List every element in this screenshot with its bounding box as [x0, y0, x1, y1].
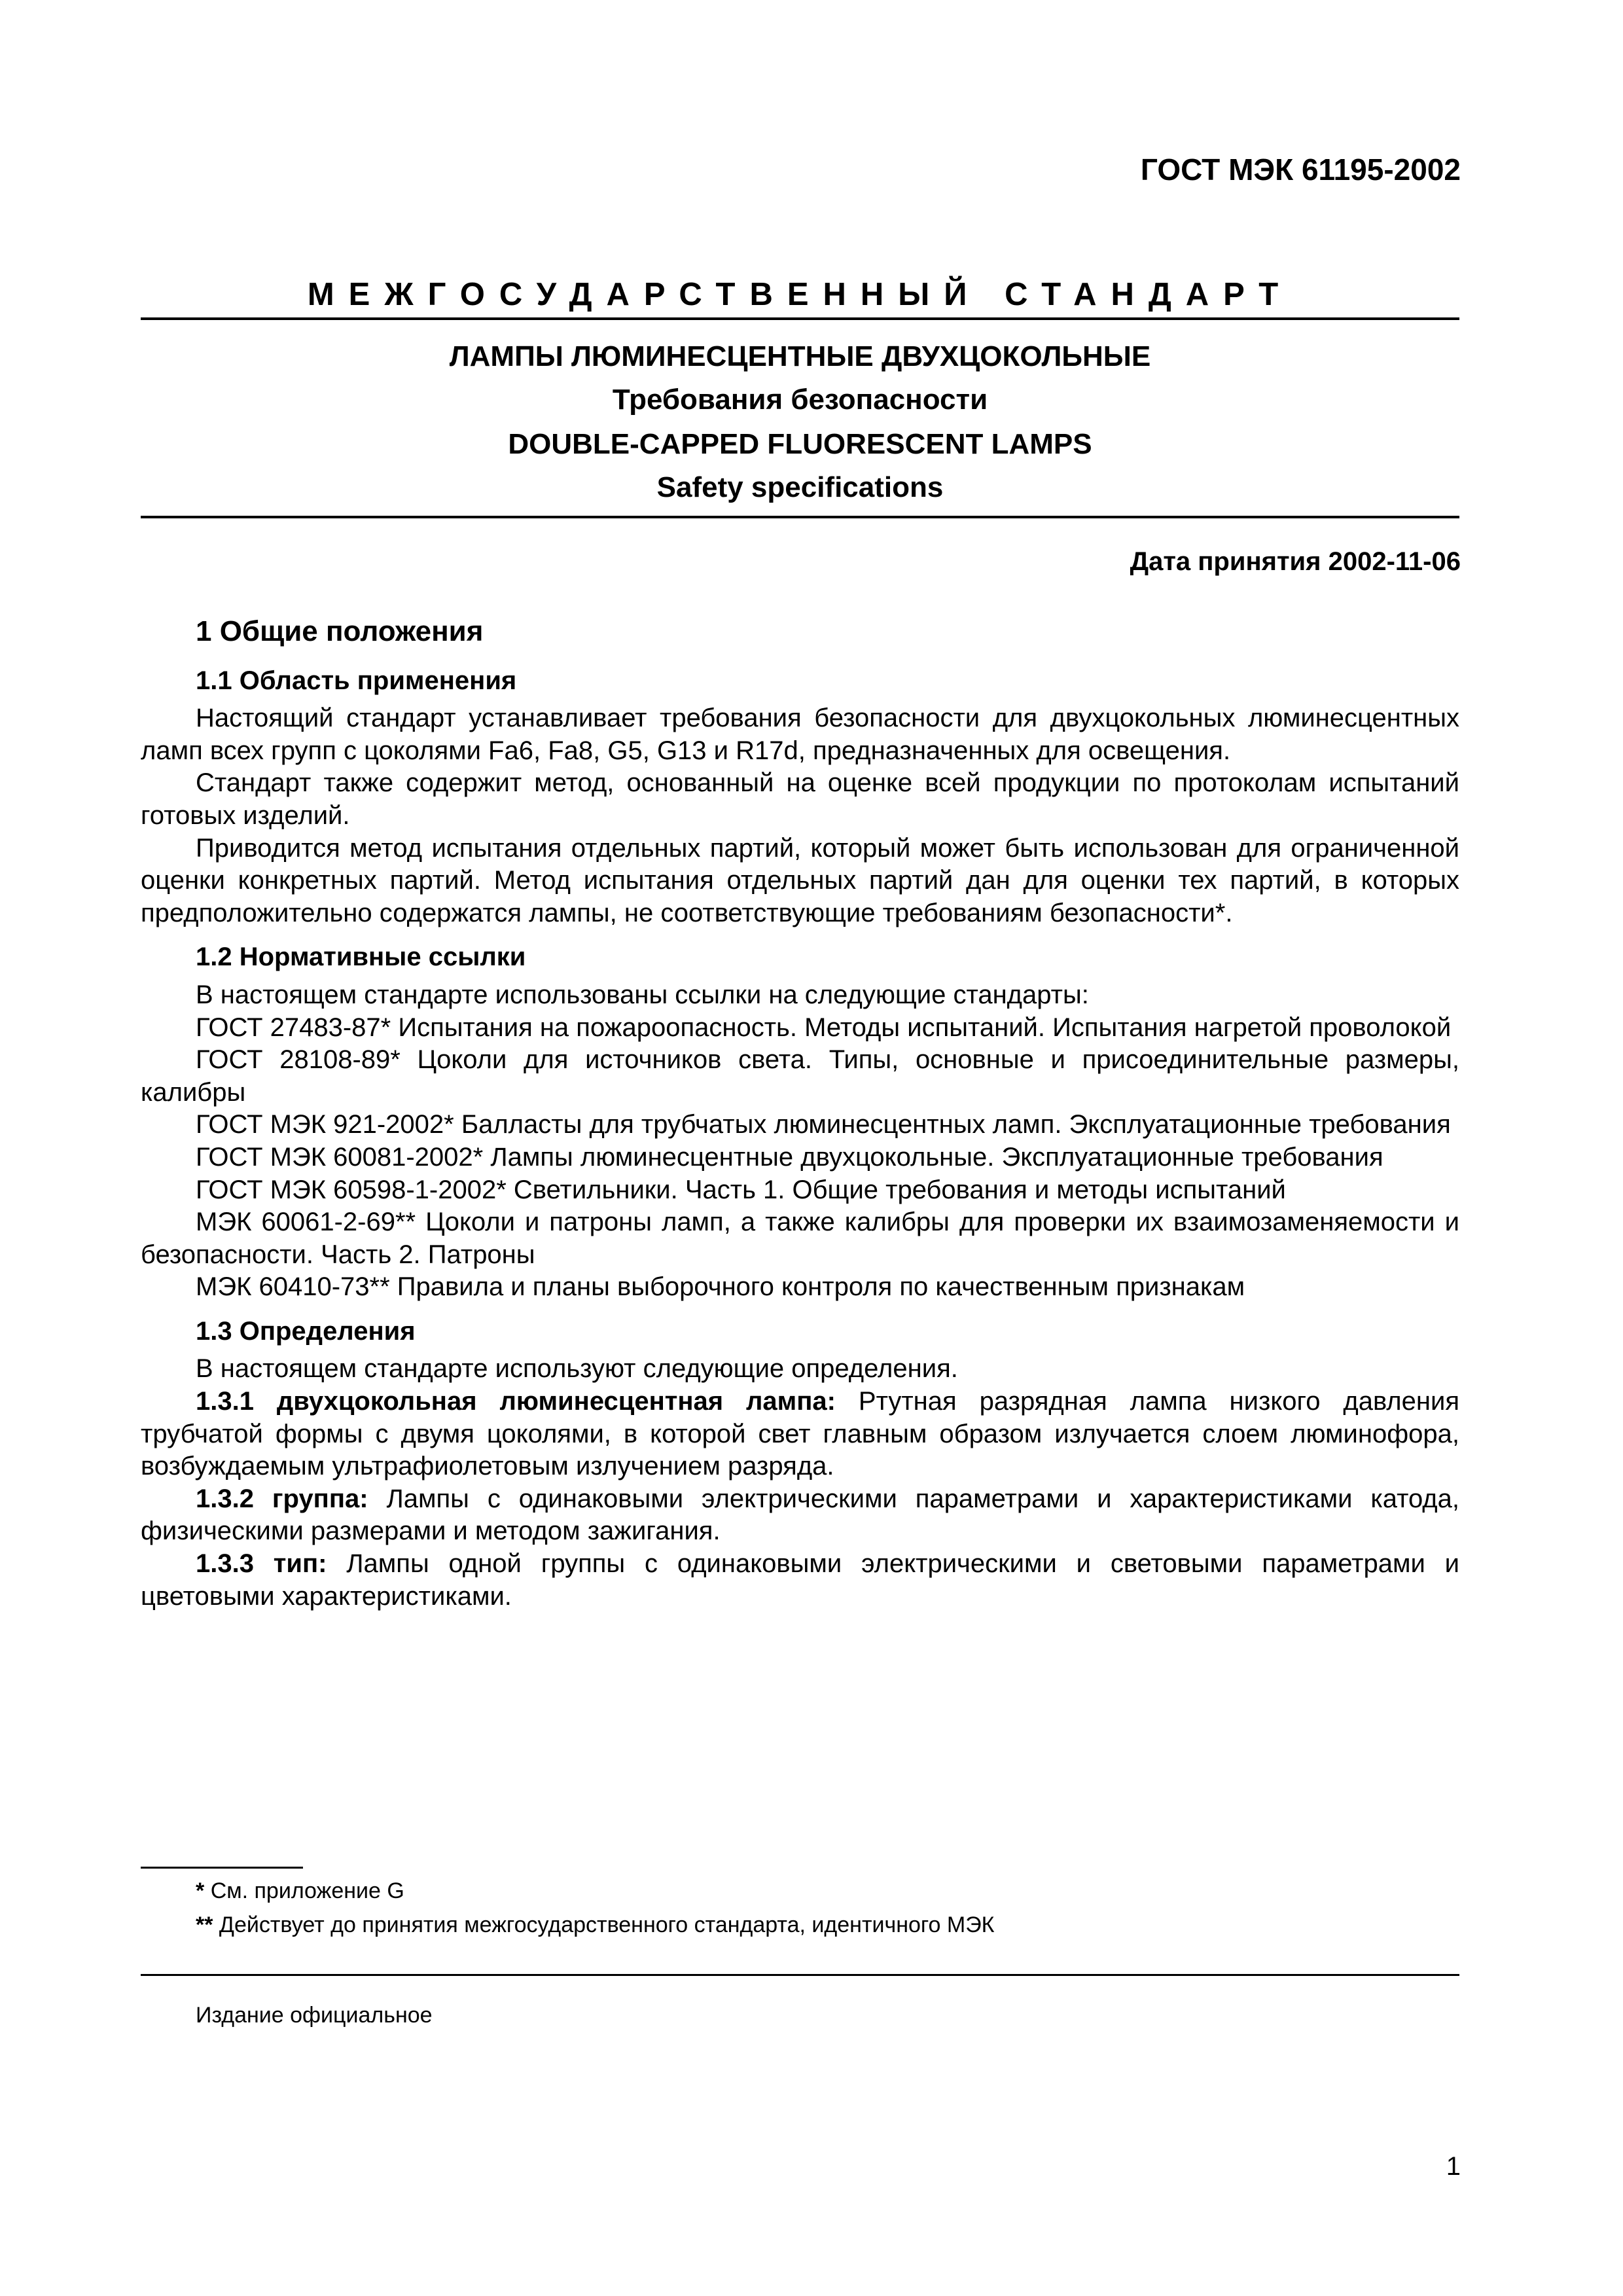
definition-term: 1.3.3 тип: — [196, 1549, 327, 1579]
reference-item: ГОСТ 28108-89* Цоколи для источников света. Типы, основные и присоединительные размеры, калибры — [141, 1045, 1459, 1107]
definition — [141, 1386, 1459, 1483]
section-1-heading: 1 Общие положения — [196, 615, 484, 647]
reference-item: МЭК 60410-73** Правила и планы выборочного контроля по качественным признакам — [196, 1272, 1245, 1302]
definition-text: Лампы с одинаковыми электрическими параметрами и характеристиками катода, физическими размерами и методом зажигания. — [141, 1484, 1460, 1546]
paragraph: Приводится метод испытания отдельных партий, который может быть использован для ограниченной оценки конкретных партий. Метод испытания отдельных партий дан для оценки тех партий, в которых предположительно содержатся лампы, не соответствующие требованиям безопасности*. — [141, 833, 1459, 927]
footnote — [196, 1912, 994, 1938]
paragraph: Настоящий стандарт устанавливает требования безопасности для двухцокольных люминесцентных ламп всех групп с цоколями Fa6, Fa8, G5, G13 и R17d, предназначенных для освещения. — [141, 704, 1459, 765]
definition-text: Ртутная разрядная лампа низкого давления трубчатой формы с двумя цоколями, в которой свет главным образом излучается слоем люминофора, возбуждаемым ультрафиолетовым излучением разряда. — [141, 1387, 1459, 1481]
footnote-mark: ** — [196, 1912, 213, 1937]
footnote-separator — [141, 1867, 303, 1869]
document-body — [141, 615, 1459, 1613]
reference-item: ГОСТ МЭК 921-2002* Балласты для трубчатых люминесцентных ламп. Эксплуатационные требования — [196, 1110, 1451, 1139]
paragraph: В настоящем стандарте использованы ссылки на следующие стандарты: — [196, 980, 1089, 1009]
title-ru-main: ЛАМПЫ ЛЮМИНЕСЦЕНТНЫЕ ДВУХЦОКОЛЬНЫЕ — [449, 340, 1151, 372]
title-bottom-rule — [141, 516, 1459, 518]
section-1-2-heading: 1.2 Нормативные ссылки — [196, 942, 526, 972]
reference-item: ГОСТ МЭК 60598-1-2002* Светильники. Часть 1. Общие требования и методы испытаний — [196, 1175, 1286, 1204]
title-top-rule — [141, 317, 1459, 320]
standard-code: ГОСТ МЭК 61195-2002 — [1140, 152, 1461, 187]
title-en — [141, 423, 1459, 509]
edition-rule — [141, 1974, 1459, 1976]
footnote-text: Действует до принятия межгосударственного стандарта, идентичного МЭК — [219, 1912, 995, 1937]
footnote-mark: * — [196, 1878, 205, 1903]
standard-type: МЕЖГОСУДАРСТВЕННЫЙ СТАНДАРТ — [307, 277, 1293, 312]
paragraph: В настоящем стандарте используют следующие определения. — [196, 1354, 958, 1384]
title-en-sub: Safety specifications — [656, 471, 944, 503]
section-1-3-heading: 1.3 Определения — [196, 1316, 416, 1346]
footnote-text: См. приложение G — [210, 1878, 404, 1903]
edition-label: Издание официальное — [196, 2003, 433, 2028]
definition-term: 1.3.1 двухцокольная люминесцентная лампа: — [196, 1387, 836, 1416]
title-ru — [141, 335, 1459, 422]
definition — [141, 1483, 1459, 1548]
definition-term: 1.3.2 группа: — [196, 1484, 368, 1513]
reference-item: ГОСТ 27483-87* Испытания на пожароопасность. Методы испытаний. Испытания нагретой проволокой — [196, 1013, 1452, 1042]
footnote — [196, 1878, 404, 1904]
reference-item: МЭК 60061-2-69** Цоколи и патроны ламп, а также калибры для проверки их взаимозаменяемости и безопасности. Часть 2. Патроны — [141, 1208, 1459, 1269]
definition — [141, 1548, 1459, 1613]
reference-item: ГОСТ МЭК 60081-2002* Лампы люминесцентные двухцокольные. Эксплуатационные требования — [196, 1142, 1383, 1172]
section-1-1-heading: 1.1 Область применения — [196, 666, 517, 695]
page-number: 1 — [1446, 2152, 1461, 2181]
title-en-main: DOUBLE-CAPPED FLUORESCENT LAMPS — [508, 428, 1092, 460]
paragraph: Стандарт также содержит метод, основанный на оценке всей продукции по протоколам испытаний готовых изделий. — [141, 768, 1459, 830]
title-ru-sub: Требования безопасности — [612, 384, 988, 416]
adoption-date: Дата принятия 2002-11-06 — [1130, 547, 1461, 576]
definition-text: Лампы одной группы с одинаковыми электрическими и световыми параметрами и цветовыми характеристиками. — [141, 1549, 1459, 1611]
